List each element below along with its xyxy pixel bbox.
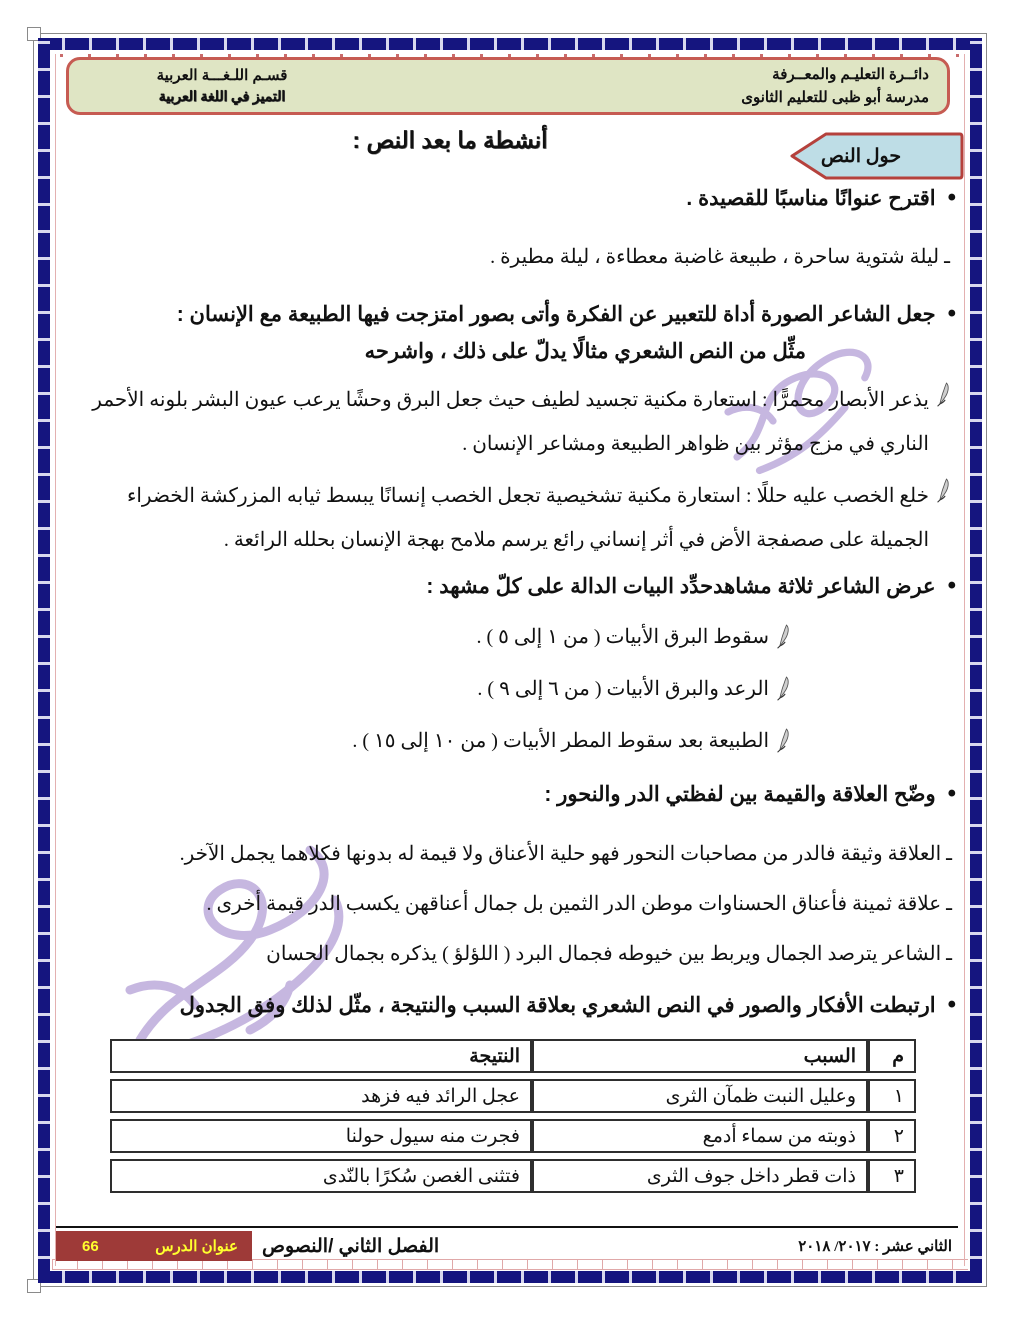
grade-year: الثاني عشر : ٢٠١٧/ ٢٠١٨ bbox=[798, 1238, 952, 1255]
answer-text: الرعد والبرق الأبيات ( من ٦ إلى ٩ ) . bbox=[477, 678, 769, 701]
section-name: قسـم اللـغـــة العربية bbox=[156, 66, 288, 84]
table-header-row bbox=[110, 1039, 916, 1073]
cell-cause: وعليل النبت ظمآن الثرى bbox=[532, 1079, 868, 1113]
answer-1: ـ ليلة شتوية ساحرة ، طبيعة غاضبة معطاءة ، ليلة مطيرة . bbox=[490, 246, 950, 269]
answer-text: يذعر الأبصار محمرًّا : استعارة مكنية تجسيد لطيف حيث جعل البرق وحشًا يرعب عيون البشر بلونه الأحمر الناري في مزج مؤثر بين ظواهر الطبيعة ومشاعر الإنسان . bbox=[92, 388, 929, 455]
bullet-icon: • bbox=[947, 184, 956, 211]
answer-row bbox=[64, 620, 796, 654]
table-row bbox=[110, 1079, 916, 1113]
frame-pink-line-left bbox=[55, 54, 56, 1266]
frame-band-bottom bbox=[38, 1271, 982, 1283]
question-2 bbox=[64, 300, 956, 330]
school-header bbox=[66, 57, 950, 115]
cell-cause: ذات قطر داخل جوف الثرى bbox=[532, 1159, 868, 1193]
question-5 bbox=[64, 991, 956, 1021]
page-title: أنشطة ما بعد النص : bbox=[352, 127, 548, 153]
semester-label: الفصل الثاني /النصوص bbox=[262, 1235, 440, 1257]
bullet-icon: • bbox=[947, 990, 956, 1018]
answer-text: خلع الخصب عليه حللًا : استعارة مكنية تشخيصية تجعل الخصب إنسانًا يبسط ثيابه المزركشة الخضراء الجميلة على صصفجة الأض في أثر إنساني رائع يرسم ملامح بهجة الإنسان بحلله الرائعة . bbox=[126, 484, 929, 551]
answer-text: الطبيعة بعد سقوط المطر الأبيات ( من ١٠ إلى ١٥ ) . bbox=[352, 730, 769, 753]
bullet-icon: • bbox=[947, 780, 956, 808]
quill-icon bbox=[777, 676, 796, 701]
cell-number: ٢ bbox=[868, 1119, 916, 1153]
cause-result-table bbox=[110, 1033, 916, 1199]
question-2-subline: مثِّل من النص الشعري مثالًا يدلّ على ذلك ، واشرحه bbox=[364, 339, 806, 363]
header-cause: السبب bbox=[532, 1039, 868, 1073]
answer-text: ـ العلاقة وثيقة فالدر من مصاحبات النحور فهو حلية الأعناق ولا قيمة له بدونها فكلاهما يجمل الآخر. bbox=[179, 842, 952, 865]
cell-result: فتثنى الغصن سُكرًا بالنّدى bbox=[110, 1159, 532, 1193]
question-text: وضّح العلاقة والقيمة بين لفظتي الدر والنحور : bbox=[544, 783, 936, 807]
question-text: عرض الشاعر ثلاثة مشاهدحدِّد البيات الدالة على كلّ مشهد : bbox=[426, 574, 936, 598]
header-left-column bbox=[87, 64, 357, 109]
question-text: اقترح عنوانًا مناسبًا للقصيدة . bbox=[686, 187, 936, 210]
bullet-icon: • bbox=[947, 571, 956, 599]
answer-row bbox=[64, 474, 956, 562]
cell-number: ٣ bbox=[868, 1159, 916, 1193]
question-text: جعل الشاعر الصورة أداة للتعبير عن الفكرة وأتى بصور امتزجت فيها الطبيعة مع الإنسان : bbox=[176, 303, 936, 327]
answer-text: ـ الشاعر يترصد الجمال ويربط بين خيوطه فجمال البرد ( اللؤلؤ ) يذكره بجمال الحسان bbox=[266, 942, 952, 965]
frame-band-top bbox=[38, 38, 982, 50]
page-footer bbox=[56, 1226, 958, 1262]
frame-band-right bbox=[970, 38, 982, 1283]
answer-text: ـ علاقة ثمينة فأعناق الحسناوات موطن الدر الثمين بل جمال أعناقهن يكسب الدر قيمة أخرى . bbox=[206, 892, 952, 915]
motto-calligraphy: التميز في اللغة العربية bbox=[158, 89, 286, 105]
bullet-icon: • bbox=[947, 300, 956, 328]
question-text: ارتبطت الأفكار والصور في النص الشعري بعلاقة السبب والنتيجة ، مثّل لذلك وفق الجدول bbox=[179, 993, 936, 1017]
answer-row bbox=[64, 724, 796, 758]
answer-row bbox=[64, 672, 796, 706]
header-right-column bbox=[357, 63, 929, 110]
question-1 bbox=[64, 184, 956, 214]
page-number: 66 bbox=[82, 1237, 99, 1255]
quill-icon bbox=[777, 624, 796, 649]
answer-text: سقوط البرق الأبيات ( من ١ إلى ٥ ) . bbox=[476, 626, 769, 649]
cell-number: ١ bbox=[868, 1079, 916, 1113]
quill-icon bbox=[937, 382, 956, 407]
answer-row bbox=[64, 378, 956, 466]
cell-cause: ذوبته من سماء أدمع bbox=[532, 1119, 868, 1153]
frame-pink-line-right bbox=[964, 54, 965, 1266]
lesson-label: عنوان الدرس bbox=[155, 1238, 238, 1255]
cell-result: فجرت منه سيول حولنا bbox=[110, 1119, 532, 1153]
content-area bbox=[64, 184, 956, 1199]
table-row bbox=[110, 1119, 916, 1153]
header-number: م bbox=[868, 1039, 916, 1073]
quill-icon bbox=[937, 478, 956, 503]
question-3 bbox=[64, 572, 956, 602]
quill-icon bbox=[777, 728, 796, 753]
school-name: مدرسة أبو ظبى للتعليم الثانوى bbox=[741, 89, 929, 106]
department-name: دائــرة التعليـم والمعــرفة bbox=[772, 65, 929, 83]
table-row bbox=[110, 1159, 916, 1193]
section-badge bbox=[786, 131, 964, 181]
question-4 bbox=[64, 780, 956, 810]
header-result: النتيجة bbox=[110, 1039, 532, 1073]
badge-label: حول النص bbox=[820, 145, 902, 167]
cell-result: عجل الرائد فيه فزهد bbox=[110, 1079, 532, 1113]
lesson-title-box bbox=[56, 1231, 252, 1261]
frame-band-left bbox=[38, 38, 50, 1283]
